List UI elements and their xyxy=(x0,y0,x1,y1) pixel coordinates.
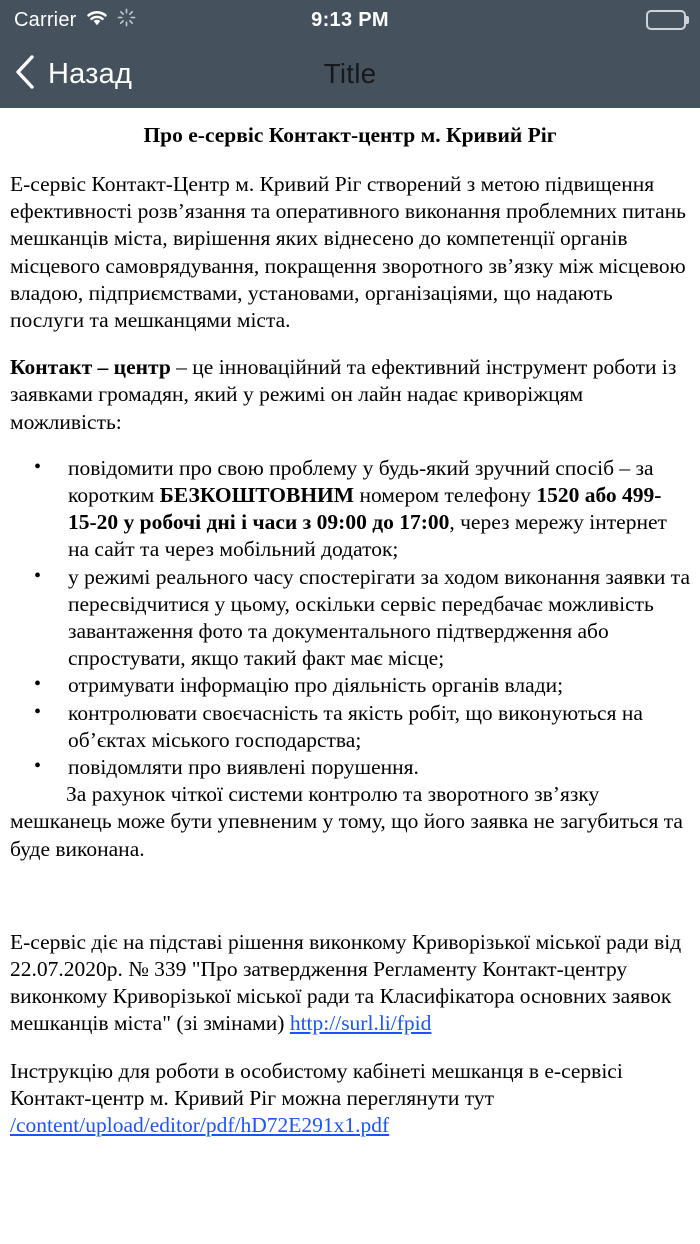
status-bar-right xyxy=(646,10,686,30)
paragraph-contact-center xyxy=(10,354,690,436)
bullet-text-bold-1: БЕЗКОШТОВНИМ xyxy=(159,483,355,508)
paragraph-legal-basis-text: Е-сервіс діє на підставі рішення виконкому Криворізької міської ради від 22.07.2020р. № 339 "Про затвердження Регламенту Контакт-центру виконкому Криворізької міської ради та Класифікатора основних заявок мешканців міста" (зі змінами) xyxy=(10,929,682,1036)
battery-full-icon xyxy=(646,10,686,30)
bullet-text-part-2: номером телефону xyxy=(354,483,537,508)
feature-bullet-list xyxy=(10,455,690,781)
list-item xyxy=(10,564,690,673)
instruction-pdf-link[interactable]: /content/upload/editor/pdf/hD72E291x1.pdf xyxy=(10,1113,390,1138)
bullet-text-bold-2: 1520 або 499-15-20 у робочі дні і часи з 09:00 до 17:00 xyxy=(68,483,662,535)
bullet-text-part-3: , через мережу інтернет на сайт та через мобільний додаток; xyxy=(68,510,667,562)
bullet-text-part-1: у режимі реального часу спостерігати за ходом виконання заявки та пересвідчитися у цьому, оскільки сервіс передбачає можливість завантаження фото та документального підтвердження або спростувати, якщо такий факт має місце; xyxy=(68,564,690,671)
bullet-text-part-1: повідомити про свою проблему у будь-який зручний спосіб – за коротким xyxy=(68,455,654,508)
paragraph-guarantee: За рахунок чіткої системи контролю та зворотного зв’язку мешканець може бути упевненим у тому, що його заявка не загубиться та буде виконана. xyxy=(10,782,683,861)
list-item xyxy=(10,754,690,781)
back-button-label: Назад xyxy=(48,57,133,90)
page-title: Title xyxy=(323,58,377,89)
back-button[interactable] xyxy=(14,54,132,95)
list-item xyxy=(10,455,690,564)
regulation-link[interactable]: http://surl.li/fpid xyxy=(289,1011,432,1036)
paragraph-contact-center-lead: Контакт – центр xyxy=(10,355,171,380)
paragraph-instruction-text: Інструкцію для роботи в особистому кабінеті мешканця в е-сервісі Контакт-центр м. Кривий Ріг можна переглянути тут xyxy=(10,1058,623,1110)
activity-spinner-icon xyxy=(117,8,136,32)
list-item xyxy=(10,700,690,754)
status-bar-left xyxy=(14,8,136,32)
content-scroll-area[interactable] xyxy=(0,108,700,1244)
paragraph-intro: Е-сервіс Контакт-Центр м. Кривий Ріг створений з метою підвищення ефективності розв’язання та оперативного виконання проблемних питань мешканців міста, вирішення яких віднесено до компетенції органів місцевого самоврядування, покращення зворотного зв’язку між місцевою владою, підприємствами, установами, організаціями, що надають послуги та мешканцями міста. xyxy=(10,172,686,333)
article-heading: Про е-сервіс Контакт-центр м. Кривий Ріг xyxy=(143,123,557,147)
bullet-text-part-1: контролювати своєчасність та якість робіт, що виконуються на об’єктах міського господарства; xyxy=(68,700,643,752)
bullet-text-part-1: отримувати інформацію про діяльність органів влади; xyxy=(68,673,564,698)
carrier-label: Carrier xyxy=(14,8,77,31)
bullet-text-part-1: повідомляти про виявлені порушення. xyxy=(68,755,419,780)
battery-cap xyxy=(686,16,689,24)
paragraph-instruction xyxy=(10,1058,690,1140)
wifi-icon xyxy=(85,9,109,32)
list-item xyxy=(10,672,690,699)
status-bar-time: 9:13 PM xyxy=(311,8,389,31)
article-body xyxy=(0,108,700,1139)
navigation-bar xyxy=(0,40,700,108)
status-bar xyxy=(0,0,700,40)
paragraph-legal-basis xyxy=(10,929,690,1038)
paragraph-contact-center-rest: – це інноваційний та ефективний інструмент роботи із заявками громадян, який у режимі он лайн надає криворіжцям можливість: xyxy=(10,355,677,434)
chevron-left-icon xyxy=(14,54,36,95)
section-spacer xyxy=(10,863,690,909)
